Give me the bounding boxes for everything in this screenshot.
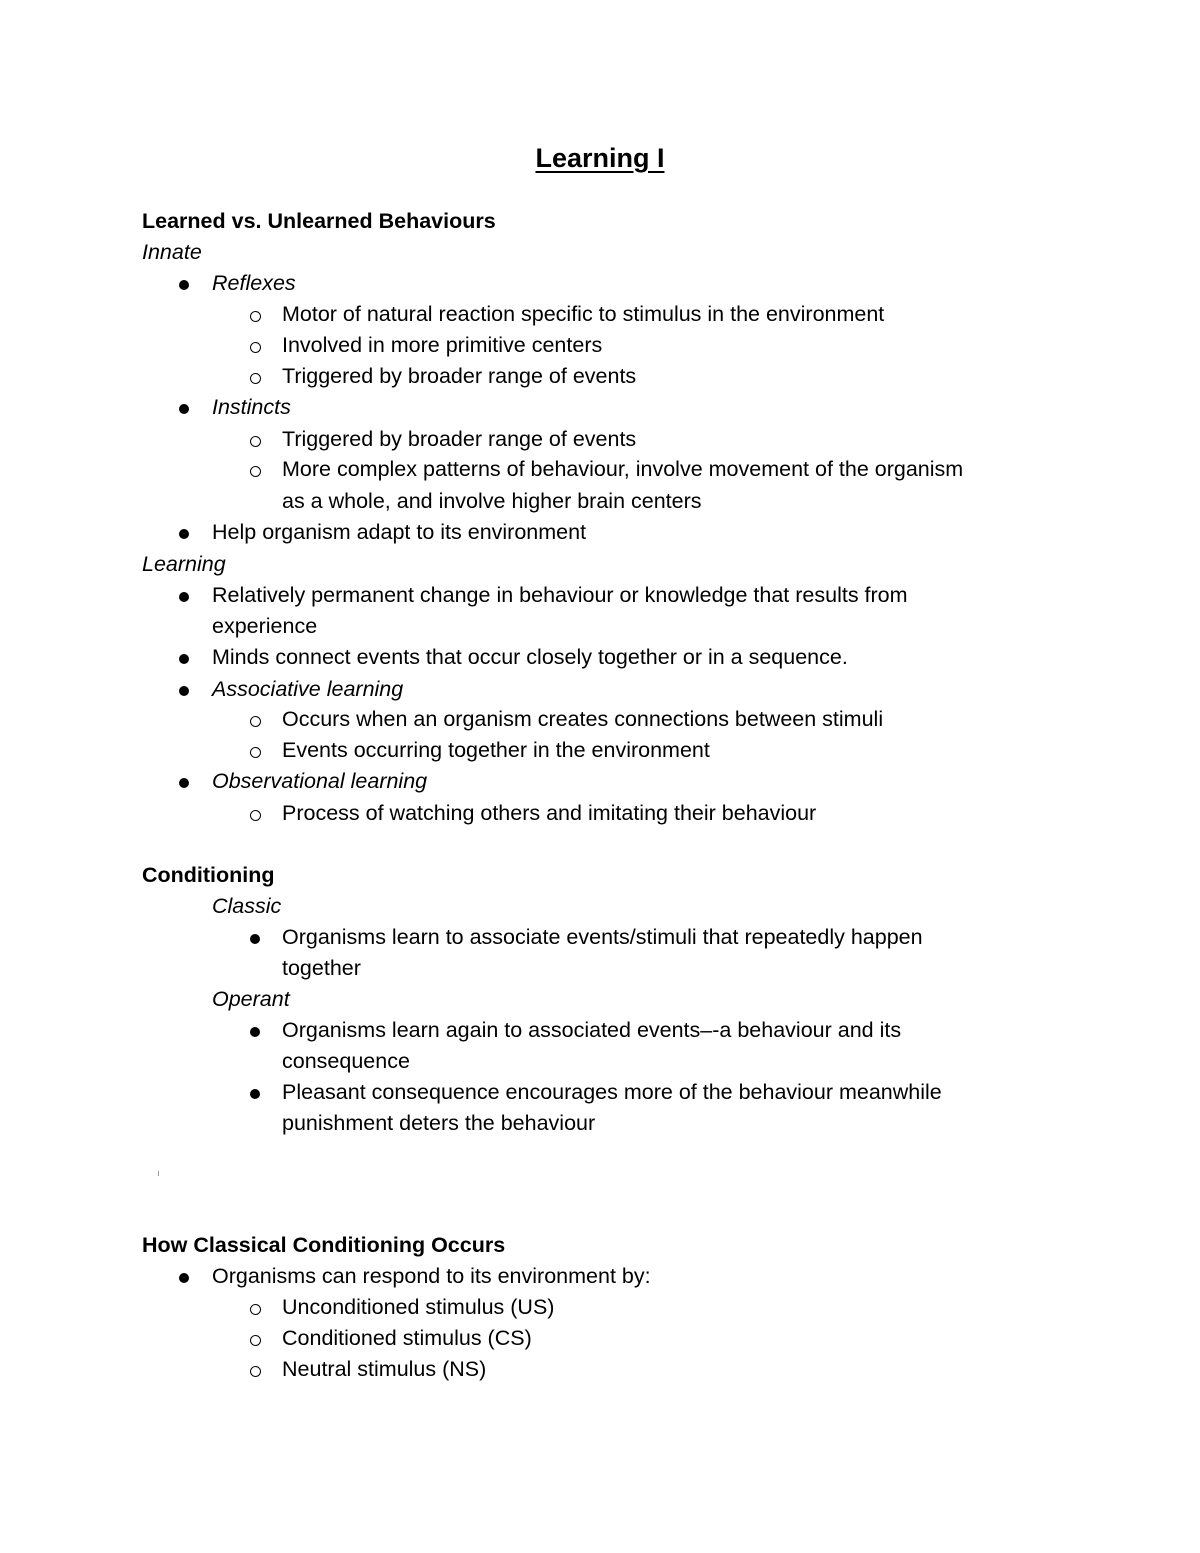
list-item-continuation: together <box>282 956 361 980</box>
bullet-circle-icon <box>250 342 261 353</box>
bullet-circle-icon <box>250 436 261 447</box>
list-item: Organisms can respond to its environment by: <box>212 1264 651 1288</box>
section-heading-conditioning: Conditioning <box>142 863 275 887</box>
list-item: More complex patterns of behaviour, involve movement of the organism <box>282 457 964 481</box>
bullet-circle-icon <box>250 373 261 384</box>
bullet-dot-icon <box>250 1089 260 1099</box>
list-item: Minds connect events that occur closely together or in a sequence. <box>212 645 848 669</box>
bullet-dot-icon <box>179 654 189 664</box>
list-item: Events occurring together in the environment <box>282 738 710 762</box>
list-item: Triggered by broader range of events <box>282 427 637 451</box>
section-heading-how-classical: How Classical Conditioning Occurs <box>142 1233 506 1257</box>
list-item: Neutral stimulus (NS) <box>282 1357 487 1381</box>
page-title: Learning I <box>535 143 665 173</box>
list-item: Involved in more primitive centers <box>282 333 603 357</box>
bullet-dot-icon <box>179 529 189 539</box>
bullet-dot-icon <box>179 404 189 414</box>
bullet-circle-icon <box>250 1366 261 1377</box>
subheading-learning: Learning <box>142 552 226 576</box>
subheading-operant: Operant <box>212 987 290 1011</box>
bullet-circle-icon <box>250 311 261 322</box>
list-item: Triggered by broader range of events <box>282 364 637 388</box>
bullet-dot-icon <box>250 1027 260 1037</box>
list-item: Organisms learn again to associated events–-a behaviour and its <box>282 1018 902 1042</box>
list-item-observational: Observational learning <box>212 769 428 793</box>
subheading-classic: Classic <box>212 894 282 918</box>
bullet-dot-icon <box>179 1273 189 1283</box>
list-item: Occurs when an organism creates connections between stimuli <box>282 707 884 731</box>
list-item-continuation: punishment deters the behaviour <box>282 1111 596 1135</box>
subheading-innate: Innate <box>142 240 202 264</box>
bullet-dot-icon <box>179 686 189 696</box>
list-item-continuation: consequence <box>282 1049 410 1073</box>
list-item: Motor of natural reaction specific to stimulus in the environment <box>282 302 885 326</box>
list-item-continuation: experience <box>212 614 318 638</box>
stray-mark <box>158 1171 159 1176</box>
bullet-circle-icon <box>250 747 261 758</box>
bullet-circle-icon <box>250 716 261 727</box>
bullet-dot-icon <box>179 280 189 290</box>
list-item: Organisms learn to associate events/stimuli that repeatedly happen <box>282 925 923 949</box>
list-item: Help organism adapt to its environment <box>212 520 587 544</box>
bullet-dot-icon <box>179 778 189 788</box>
bullet-dot-icon <box>179 592 189 602</box>
section-heading-learned-vs-unlearned: Learned vs. Unlearned Behaviours <box>142 209 496 233</box>
list-item-associative: Associative learning <box>212 677 404 701</box>
bullet-circle-icon <box>250 1335 261 1346</box>
bullet-circle-icon <box>250 466 261 477</box>
list-item-instincts: Instincts <box>212 395 291 419</box>
list-item: Process of watching others and imitating their behaviour <box>282 801 817 825</box>
list-item: Conditioned stimulus (CS) <box>282 1326 532 1350</box>
bullet-circle-icon <box>250 810 261 821</box>
list-item-reflexes: Reflexes <box>212 271 296 295</box>
list-item-continuation: as a whole, and involve higher brain centers <box>282 489 702 513</box>
bullet-dot-icon <box>250 934 260 944</box>
bullet-circle-icon <box>250 1304 261 1315</box>
list-item: Relatively permanent change in behaviour or knowledge that results from <box>212 583 908 607</box>
list-item: Pleasant consequence encourages more of the behaviour meanwhile <box>282 1080 942 1104</box>
list-item: Unconditioned stimulus (US) <box>282 1295 555 1319</box>
